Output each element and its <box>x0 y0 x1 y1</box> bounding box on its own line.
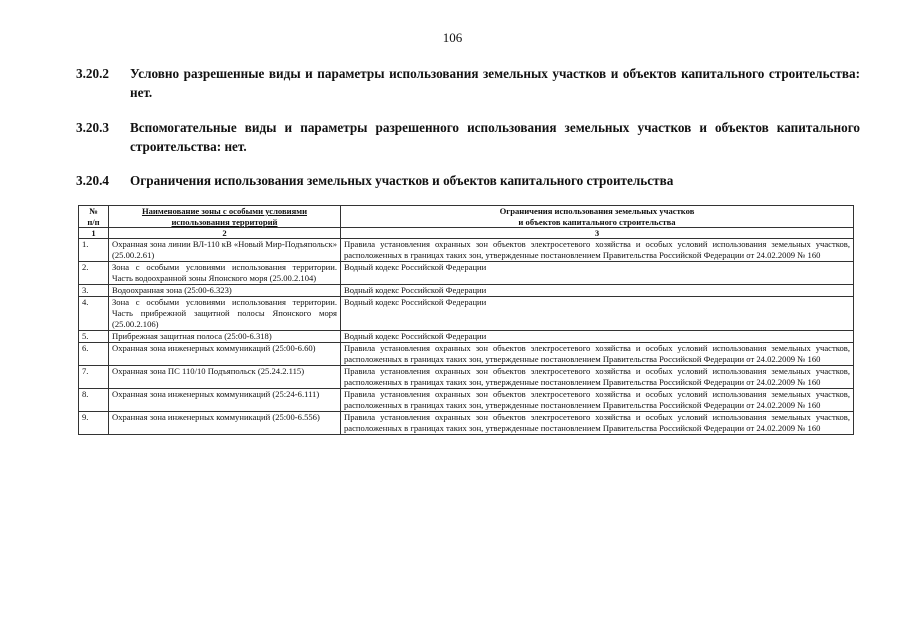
table-header-row <box>79 206 854 228</box>
restriction-text: Правила установления охранных зон объектов электросетевого хозяйства и особых условий использования земельных участков, расположенных в границах таких зон, утвержденные постановлением Правительства Российской Федерации от 24.02.2009 № 160 <box>341 239 854 262</box>
restriction-text: Водный кодекс Российской Федерации <box>341 331 854 343</box>
row-number: 4. <box>79 297 109 331</box>
column-number: 1 <box>79 228 109 239</box>
section-3-20-3 <box>76 118 860 156</box>
section-number: 3.20.3 <box>76 120 109 135</box>
zone-name: Зона с особыми условиями использования территории. Часть прибрежной защитной полосы Японского моря (25.00.2.106) <box>109 297 341 331</box>
row-number: 3. <box>79 285 109 297</box>
section-text: Ограничения использования земельных участков и объектов капитального строительства <box>130 173 674 188</box>
zone-name: Охранная зона ПС 110/10 Подъяпольск (25.24.2.115) <box>109 366 341 389</box>
column-number: 3 <box>341 228 854 239</box>
header-number-line1: № <box>89 206 98 216</box>
table-row <box>79 389 854 412</box>
header-number <box>79 206 109 228</box>
restriction-text: Водный кодекс Российской Федерации <box>341 285 854 297</box>
table-row <box>79 412 854 435</box>
section-text: Условно разрешенные виды и параметры использования земельных участков и объектов капитального строительства: нет. <box>130 66 860 100</box>
section-number: 3.20.4 <box>76 173 109 188</box>
column-numbers-row <box>79 228 854 239</box>
restrictions-table <box>78 205 854 435</box>
header-restriction <box>341 206 854 228</box>
page-number: 106 <box>442 30 463 45</box>
row-number: 7. <box>79 366 109 389</box>
section-3-20-2 <box>76 64 860 102</box>
zone-name: Охранная зона инженерных коммуникаций (25:24-6.111) <box>109 389 341 412</box>
zone-name: Охранная зона линии ВЛ-110 кВ «Новый Мир-Подъяпольск» (25.00.2.61) <box>109 239 341 262</box>
zone-name: Охранная зона инженерных коммуникаций (25:00-6.60) <box>109 343 341 366</box>
row-number: 1. <box>79 239 109 262</box>
restriction-text: Правила установления охранных зон объектов электросетевого хозяйства и особых условий использования земельных участков, расположенных в границах таких зон, утвержденные постановлением Правительства Российской Федерации от 24.02.2009 № 160 <box>341 343 854 366</box>
row-number: 2. <box>79 262 109 285</box>
section-3-20-4 <box>76 171 860 190</box>
zone-name: Охранная зона инженерных коммуникаций (25:00-6.556) <box>109 412 341 435</box>
restriction-text: Правила установления охранных зон объектов электросетевого хозяйства и особых условий использования земельных участков, расположенных в границах таких зон, утвержденные постановлением Правительства Российской Федерации от 24.02.2009 № 160 <box>341 389 854 412</box>
row-number: 6. <box>79 343 109 366</box>
header-zone <box>109 206 341 228</box>
zone-name: Водоохранная зона (25:00-6.323) <box>109 285 341 297</box>
section-text: Вспомогательные виды и параметры разрешенного использования земельных участков и объектов капитального строительства: нет. <box>130 120 860 154</box>
zone-name: Зона с особыми условиями использования территории. Часть водоохранной зоны Японского моря (25.00.2.104) <box>109 262 341 285</box>
table-row <box>79 366 854 389</box>
header-zone-line1: Наименование зоны с особыми условиями <box>141 206 308 216</box>
restriction-text: Правила установления охранных зон объектов электросетевого хозяйства и особых условий использования земельных участков, расположенных в границах таких зон, утвержденные постановлением Правительства Российской Федерации от 24.02.2009 № 160 <box>341 366 854 389</box>
restriction-text: Правила установления охранных зон объектов электросетевого хозяйства и особых условий использования земельных участков, расположенных в границах таких зон, утвержденные постановлением Правительства Российской Федерации от 24.02.2009 № 160 <box>341 412 854 435</box>
section-number: 3.20.2 <box>76 66 109 81</box>
header-number-line2: п/п <box>87 216 100 227</box>
restriction-text: Водный кодекс Российской Федерации <box>341 297 854 331</box>
header-restriction-line2: и объектов капитального строительства <box>518 216 676 227</box>
table-row <box>79 343 854 366</box>
table-row <box>79 239 854 262</box>
table-row <box>79 331 854 343</box>
table-row <box>79 285 854 297</box>
row-number: 9. <box>79 412 109 435</box>
table-row <box>79 262 854 285</box>
row-number: 5. <box>79 331 109 343</box>
restriction-text: Водный кодекс Российской Федерации <box>341 262 854 285</box>
row-number: 8. <box>79 389 109 412</box>
header-restriction-line1: Ограничения использования земельных участков <box>499 206 695 216</box>
column-number: 2 <box>109 228 341 239</box>
zone-name: Прибрежная защитная полоса (25:00-6.318) <box>109 331 341 343</box>
table-row <box>79 297 854 331</box>
header-zone-line2: использования территорий <box>171 216 278 227</box>
